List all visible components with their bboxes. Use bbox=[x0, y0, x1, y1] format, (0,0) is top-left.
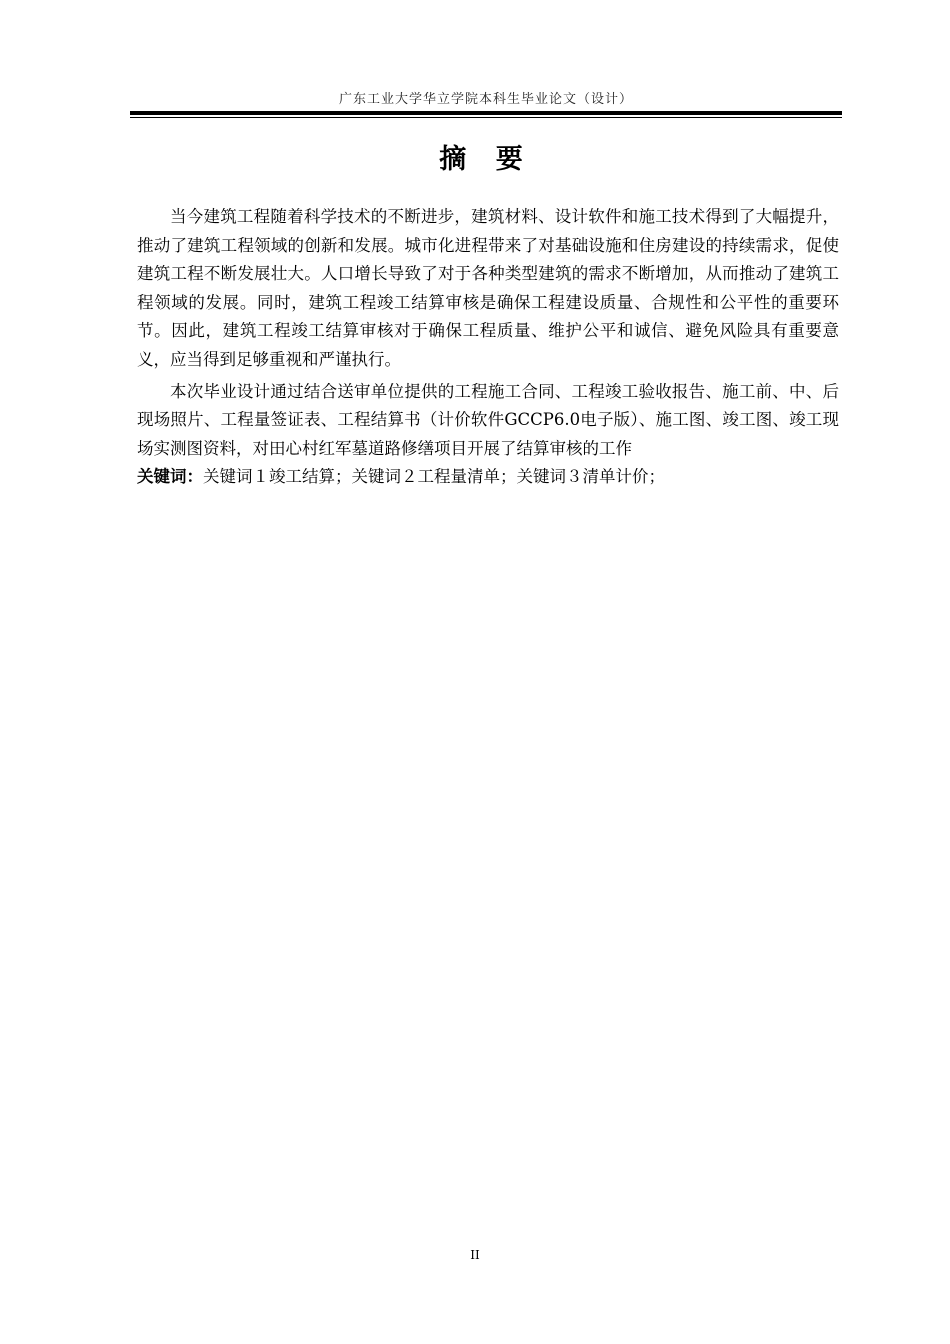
page-number: II bbox=[470, 1248, 480, 1262]
abstract-paragraph-1: 当今建筑工程随着科学技术的不断进步，建筑材料、设计软件和施工技术得到了大幅提升，推动了建筑工程领域的创新和发展。城市化进程带来了对基础设施和住房建设的持续需求，促使建筑工程不断发展壮大。人口增长导致了对于各种类型建筑的需求不断增加，从而推动了建筑工程领域的发展。同时，建筑工程竣工结算审核是确保工程建设质量、合规性和公平性的重要环节。因此，建筑工程竣工结算审核对于确保工程质量、维护公平和诚信、避免风险具有重要意义，应当得到足够重视和严谨执行。 bbox=[137, 207, 839, 369]
keywords-text: 关键词１竣工结算；关键词２工程量清单；关键词３清单计价； bbox=[203, 467, 665, 487]
header-rule-thick bbox=[130, 111, 842, 115]
abstract-body bbox=[137, 203, 839, 492]
running-header: 广东工业大学华立学院本科生毕业论文（设计） bbox=[338, 92, 633, 107]
keywords-label: 关键词： bbox=[137, 467, 203, 487]
keywords-line bbox=[137, 463, 839, 492]
abstract-title: 摘 要 bbox=[439, 144, 533, 175]
header-rule-thin bbox=[130, 117, 842, 118]
abstract-paragraph-2: 本次毕业设计通过结合送审单位提供的工程施工合同、工程竣工验收报告、施工前、中、后现场照片、工程量签证表、工程结算书（计价软件GCCP6.0电子版）、施工图、竣工图、竣工现场实测图资料，对田心村红军墓道路修缮项目开展了结算审核的工作 bbox=[137, 381, 839, 458]
